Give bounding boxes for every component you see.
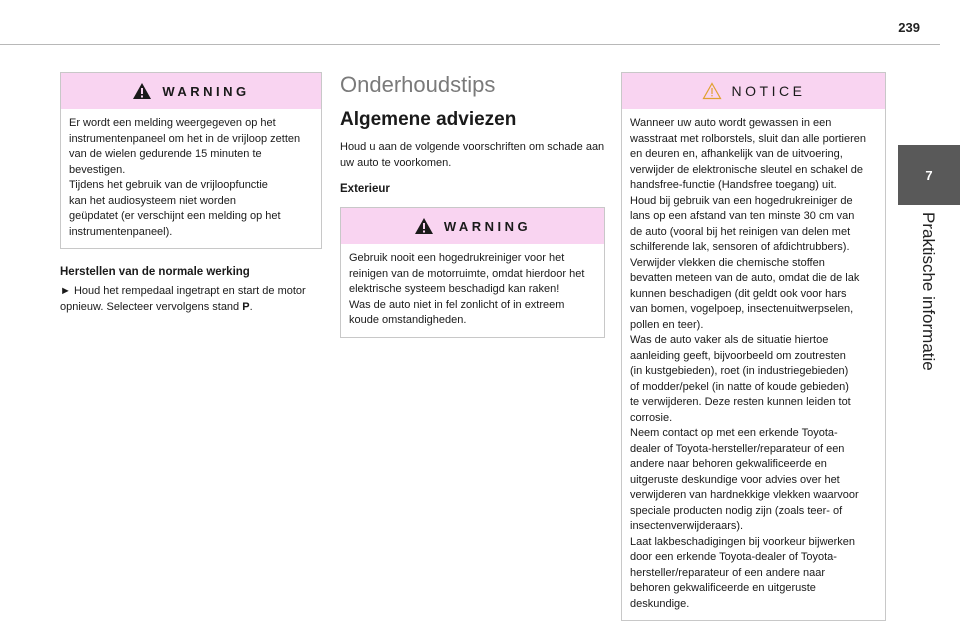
chapter-title-container: [898, 212, 960, 371]
section-title: Onderhoudstips: [340, 72, 496, 97]
chapter-title: Praktische informatie: [919, 212, 938, 371]
warning-triangle-icon: [132, 82, 152, 100]
warning-box-middle: [340, 207, 605, 338]
notice-triangle-icon: [702, 82, 722, 100]
warning-text: Er wordt een melding weergegeven op het instrumentenpaneel om het in de vrijloop zetten van de wielen gedurende 15 minuten te bevestigen. Tijdens het gebruik van de vrijloopfunctie kan het audiosysteem niet worden geüpdatet (er verschijnt een melding op het instrumentenpaneel).: [69, 117, 301, 238]
page-number: 239: [898, 20, 920, 35]
gear-position-p: P: [242, 300, 250, 313]
warning-text: Gebruik nooit een hogedrukreiniger voor het reinigen van de motorruimte, omdat hierdoor het elektrische systeem beschadigd kan raken! Was de auto niet in fel zonlicht of in extreem koude omstandigheden.: [349, 252, 585, 326]
notice-title: NOTICE: [731, 83, 806, 99]
warning-header: [61, 73, 321, 109]
top-divider: [0, 44, 940, 45]
middle-column: [340, 72, 605, 338]
right-column: [621, 72, 886, 621]
instruction-end: .: [249, 300, 253, 313]
warning-title: WARNING: [162, 83, 250, 99]
intro-text: Houd u aan de volgende voorschriften om schade aan uw auto te voorkomen.: [340, 141, 605, 169]
restore-instruction: [60, 284, 322, 315]
notice-header: [622, 73, 885, 109]
restore-heading: Herstellen van de normale werking: [60, 266, 250, 278]
warning-header: [341, 208, 604, 244]
notice-text: Wanneer uw auto wordt gewassen in een wasstraat met rolborstels, sluit dan alle portieren en deuren en, afhankelijk van de uitvoering, verwijder de elektronische sleutel en schakel de handsfree-functie (Handsfree toegang) uit. Houd bij gebruik van een hogedrukreiniger de lans op een afstand van ten minste 30 cm van de auto (vooral bij het reinigen van delen met schilferende lak, sensoren of afdichtrubbers). Verwijder vlekken die chemische stoffen bevatten meteen van de auto, omdat die de lak kunnen beschadigen (dit geldt ook voor hars van bomen, vogelpoep, insectenuitwerpselen, pollen en teer). Was de auto vaker als de situatie hiertoe aanleiding geeft, bijvoorbeeld om zoutresten (in kustgebieden), roet (in industriegebieden) of modder/pekel (in natte of koude gebieden) te verwijderen. Deze resten kunnen leiden tot corrosie. Neem contact op met een erkende Toyota- dealer of Toyota-hersteller/reparateur of een andere naar behoren gekwalificeerde en uitgeruste deskundige voor advies over het verwijderen van hardnekkige vlekken waarvoor speciale producten nodig zijn (zoals teer- of insectenverwijderaars). Laat lakbeschadigingen bij voorkeur bijwerken door een erkende Toyota-dealer of Toyota- hersteller/reparateur of een andere naar behoren gekwalificeerde en uitgeruste deskundige.: [630, 117, 866, 610]
chapter-tab[interactable]: [898, 145, 960, 205]
warning-box-left: [60, 72, 322, 249]
exterior-heading: Exterieur: [340, 183, 390, 195]
chapter-number: 7: [925, 167, 933, 183]
warning-title: WARNING: [443, 218, 532, 234]
instruction-text: ► Houd het rempedaal ingetrapt en start de motor opnieuw. Selecteer vervolgens stand: [60, 285, 306, 313]
left-column: [60, 72, 322, 315]
warning-triangle-icon: [414, 217, 434, 235]
notice-box: [621, 72, 886, 621]
section-heading: Algemene adviezen: [340, 109, 517, 130]
